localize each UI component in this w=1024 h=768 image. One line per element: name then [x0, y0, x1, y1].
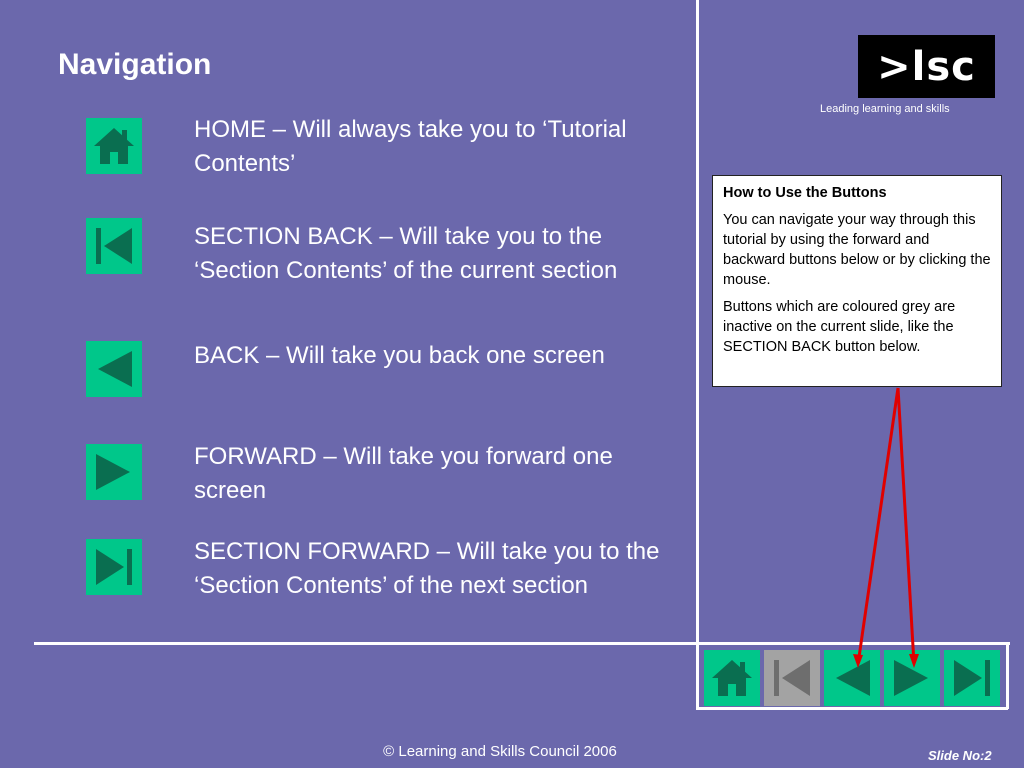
back-description: BACK – Will take you back one screen [194, 342, 605, 369]
slide-number: Slide No:2 [928, 748, 992, 763]
logo-tagline: Leading learning and skills [820, 103, 950, 115]
lsc-logo: >lsc [858, 35, 995, 98]
forward-description: FORWARD – Will take you forward one screen [194, 443, 613, 504]
how-to-heading: How to Use the Buttons [723, 185, 887, 201]
page-title: Navigation [58, 48, 212, 81]
how-to-paragraph-1: You can navigate your way through this tutorial by using the forward and backward buttons below or by clicking the mouse. [723, 212, 991, 288]
arrowhead-forward [909, 654, 919, 668]
home-description: HOME – Will always take you to ‘Tutorial Contents’ [194, 116, 627, 177]
arrow-to-forward-button [898, 388, 914, 664]
section-forward-description: SECTION FORWARD – Will take you to the ‘Section Contents’ of the next section [194, 538, 660, 599]
how-to-paragraph-2: Buttons which are coloured grey are inactive on the current slide, like the SECTION BACK button below. [723, 299, 956, 355]
arrow-to-back-button [858, 388, 898, 664]
arrowhead-back [853, 654, 863, 668]
section-back-description: SECTION BACK – Will take you to the ‘Section Contents’ of the current section [194, 223, 618, 284]
copyright-footer: © Learning and Skills Council 2006 [383, 743, 617, 760]
